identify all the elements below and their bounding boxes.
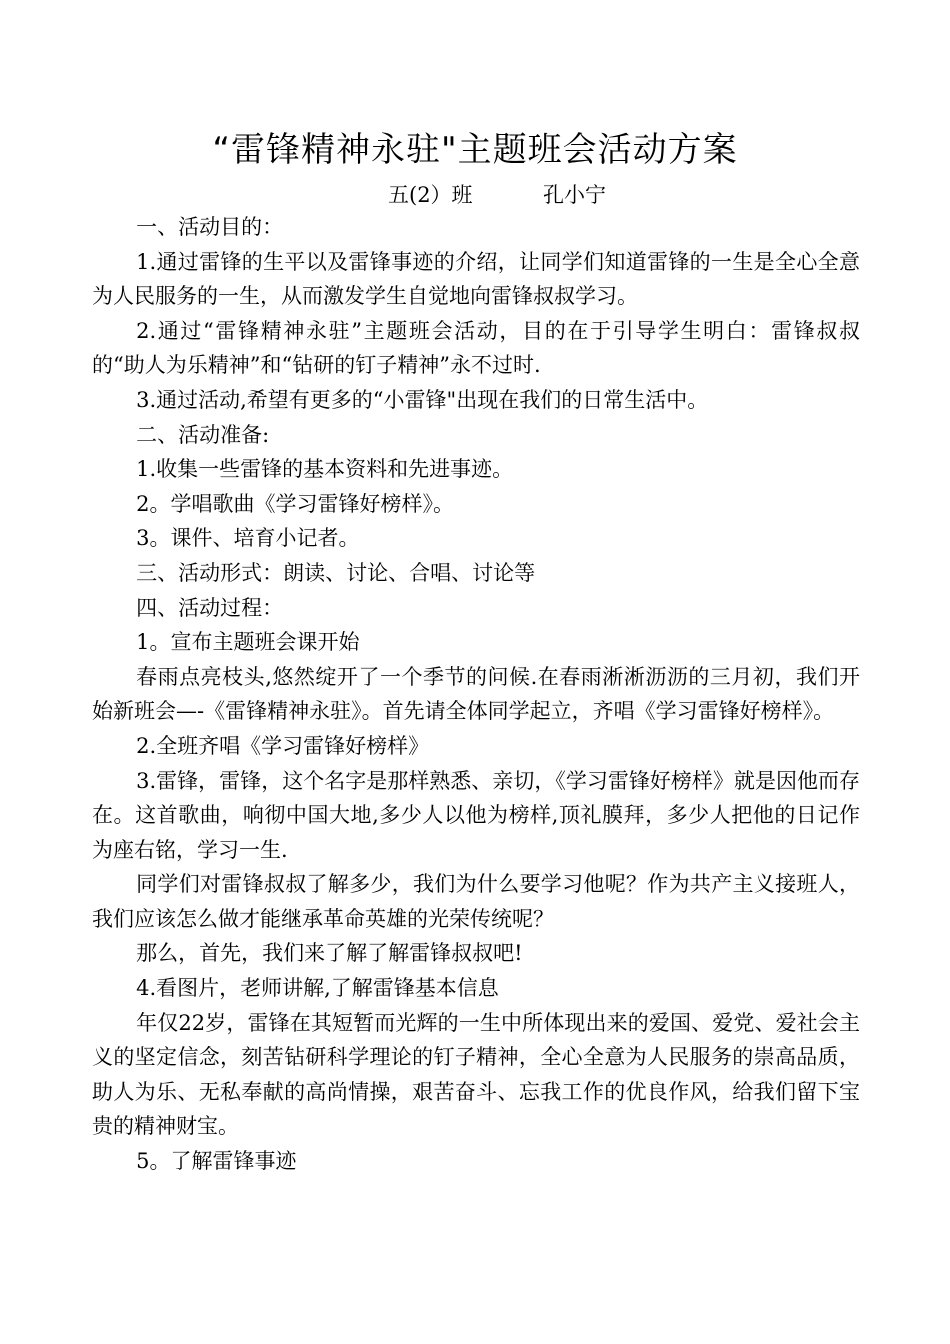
paragraph: 3。课件、培育小记者。 [136, 526, 360, 551]
section-heading-process: 四、活动过程： [136, 595, 284, 620]
section-heading-preparation: 二、活动准备: [136, 422, 270, 447]
author-name: 孔小宁 [543, 183, 606, 207]
section-heading-purpose: 一、活动目的： [136, 215, 284, 239]
paragraph: 3.雷锋，雷锋，这个名字是那样熟悉、亲切，《学习雷锋好榜样》就是因他而存在。这首歌曲，响彻中国大地,多少人以他为榜样,顶礼膜拜，多少人把他的日记作为座右铭，学习一生. [92, 768, 860, 862]
paragraph: 春雨点亮枝头,悠然绽开了一个季节的问候.在春雨淅淅沥沥的三月初，我们开始新班会—-《雷锋精神永驻》。首先请全体同学起立，齐唱《学习雷锋好榜样》。 [92, 664, 860, 724]
paragraph: 1.通过雷锋的生平以及雷锋事迹的介绍，让同学们知道雷锋的一生是全心全意为人民服务的一生，从而激发学生自觉地向雷锋叔叔学习。 [92, 249, 860, 309]
paragraph: 1.收集一些雷锋的基本资料和先进事迹。 [136, 457, 514, 482]
class-name: 五(2）班 [388, 183, 473, 207]
byline [0, 178, 950, 212]
paragraph: 2。学唱歌曲《学习雷锋好榜样》。 [136, 491, 454, 516]
paragraph: 2.全班齐唱《学习雷锋好榜样》 [136, 733, 430, 758]
document-body [92, 210, 860, 1179]
document-title: “雷锋精神永驻"主题班会活动方案 [212, 130, 738, 170]
paragraph: 5。了解雷锋事迹 [136, 1149, 297, 1174]
paragraph: 同学们对雷锋叔叔了解多少，我们为什么要学习他呢？作为共产主义接班人，我们应该怎么做才能继承革命英雄的光荣传统呢？ [92, 872, 860, 931]
section-heading-format: 三、活动形式：朗读、讨论、合唱、讨论等 [136, 560, 536, 585]
paragraph: 年仅22岁，雷锋在其短暂而光辉的一生中所体现出来的爱国、爱党、爱社会主义的坚定信念，刻苦钻研科学理论的钉子精神，全心全意为人民服务的崇高品质，助人为乐、无私奉献的高尚情操，艰苦奋斗、忘我工作的优良作风，给我们留下宝贵的精神财宝。 [92, 1010, 860, 1139]
paragraph: 1。宣布主题班会课开始 [136, 630, 360, 655]
paragraph: 4.看图片，老师讲解,了解雷锋基本信息 [136, 976, 499, 1001]
paragraph: 那么，首先，我们来了解了解雷锋叔叔吧! [136, 941, 523, 966]
paragraph: 2.通过“雷锋精神永驻”主题班会活动，目的在于引导学生明白：雷锋叔叔的“助人为乐精神”和“钻研的钉子精神”永不过时. [92, 318, 860, 378]
paragraph: 3.通过活动,希望有更多的“小雷锋"出现在我们的日常生活中。 [136, 387, 709, 412]
